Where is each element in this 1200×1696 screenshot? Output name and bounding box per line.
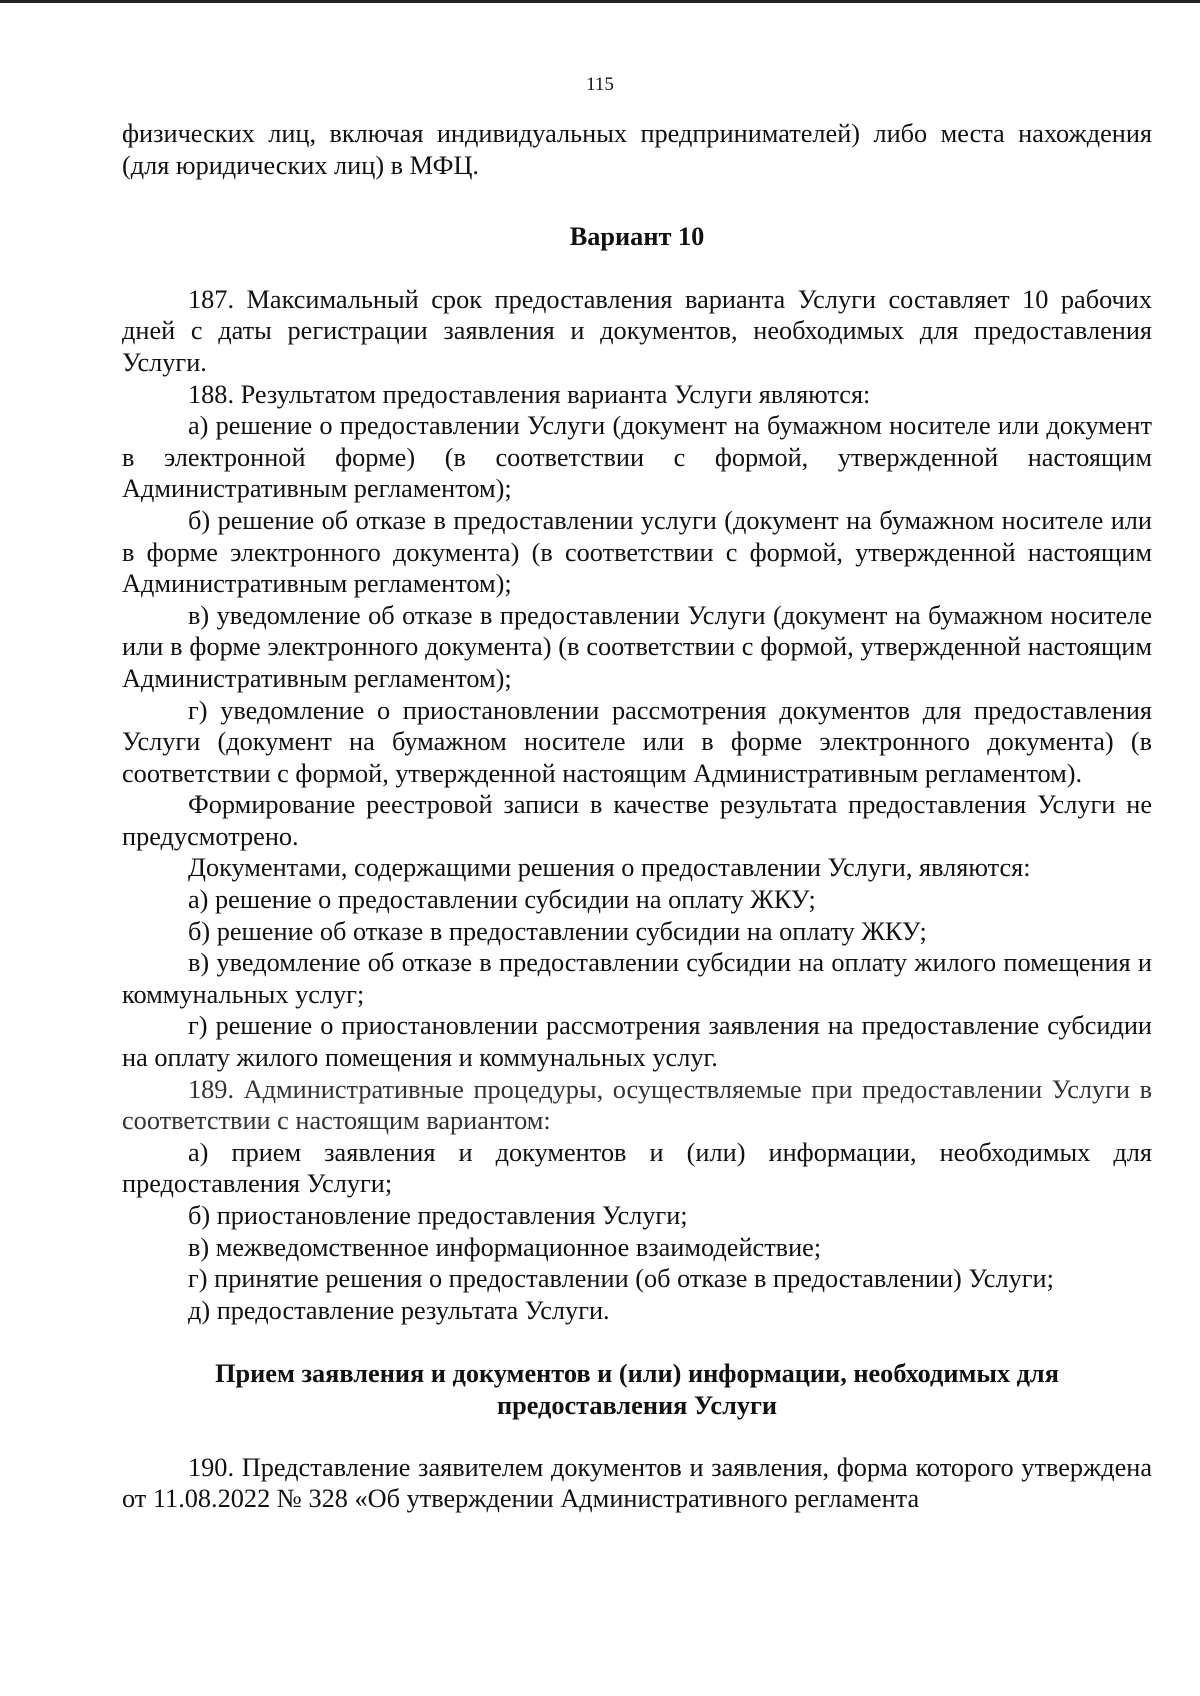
document-body (122, 118, 1152, 1515)
paragraph-188: 188. Результатом предоставления варианта Услуги являются: (188, 379, 871, 409)
paragraph-190: 190. Представление заявителем документов и заявления, форма которого утверждена от 11.08.2022 № 328 «Об утверждении Административного регламента (122, 1452, 1152, 1514)
top-scan-edge (0, 0, 1200, 3)
procedure-item-a: а) прием заявления и документов и (или) информации, необходимых для предоставления Услуги; (122, 1137, 1152, 1199)
decision-item-b: б) решение об отказе в предоставлении субсидии на оплату ЖКУ; (188, 916, 927, 946)
paragraph-189: 189. Административные процедуры, осуществляемые при предоставлении Услуги в соответствии с настоящим вариантом: (122, 1074, 1152, 1136)
procedure-item-d: д) предоставление результата Услуги. (188, 1295, 610, 1325)
list-item-188-v: в) уведомление об отказе в предоставлении Услуги (документ на бумажном носителе или в форме электронного документа) (в соответствии с формой, утвержденной настоящим Административным регламентом); (122, 600, 1152, 693)
decision-item-v: в) уведомление об отказе в предоставлении субсидии на оплату жилого помещения и коммунальных услуг; (122, 948, 1152, 1009)
paragraph-187: 187. Максимальный срок предоставления варианта Услуги составляет 10 рабочих дней с даты регистрации заявления и документов, необходимых для предоставления Услуги. (122, 284, 1152, 377)
decision-item-g: г) решение о приостановлении рассмотрения заявления на предоставление субсидии на оплату жилого помещения и коммунальных услуг. (122, 1011, 1152, 1073)
list-item-188-a: а) решение о предоставлении Услуги (документ на бумажном носителе или документ в электронной форме) (в соответствии с формой, утвержденной настоящим Административным регламентом); (122, 411, 1152, 504)
decision-item-a: а) решение о предоставлении субсидии на оплату ЖКУ; (188, 885, 816, 915)
section-heading: Прием заявления и документов и (или) информации, необходимых для предоставления Услуги (215, 1359, 1059, 1420)
intro-paragraph: физических лиц, включая индивидуальных предпринимателей) либо места нахождения (для юридических лиц) в МФЦ. (122, 119, 1152, 180)
decision-documents-paragraph: Документами, содержащими решения о предоставлении Услуги, являются: (188, 853, 1031, 883)
procedure-item-b: б) приостановление предоставления Услуги; (188, 1201, 688, 1230)
page-number: 115 (586, 74, 614, 95)
registry-record-paragraph: Формирование реестровой записи в качестве результата предоставления Услуги не предусмотрено. (122, 790, 1152, 851)
variant-heading: Вариант 10 (569, 222, 705, 252)
procedure-item-g: г) принятие решения о предоставлении (об отказе в предоставлении) Услуги; (188, 1264, 1054, 1294)
procedure-item-v: в) межведомственное информационное взаимодействие; (188, 1232, 822, 1262)
list-item-188-g: г) уведомление о приостановлении рассмотрения документов для предоставления Услуги (документ на бумажном носителе или в форме электронного документа) (в соответствии с формой, утвержденной настоящим Административным регламентом). (122, 695, 1152, 788)
list-item-188-b: б) решение об отказе в предоставлении услуги (документ на бумажном носителе или в форме электронного документа) (в соответствии с формой, утвержденной настоящим Административным регламентом); (122, 505, 1152, 599)
